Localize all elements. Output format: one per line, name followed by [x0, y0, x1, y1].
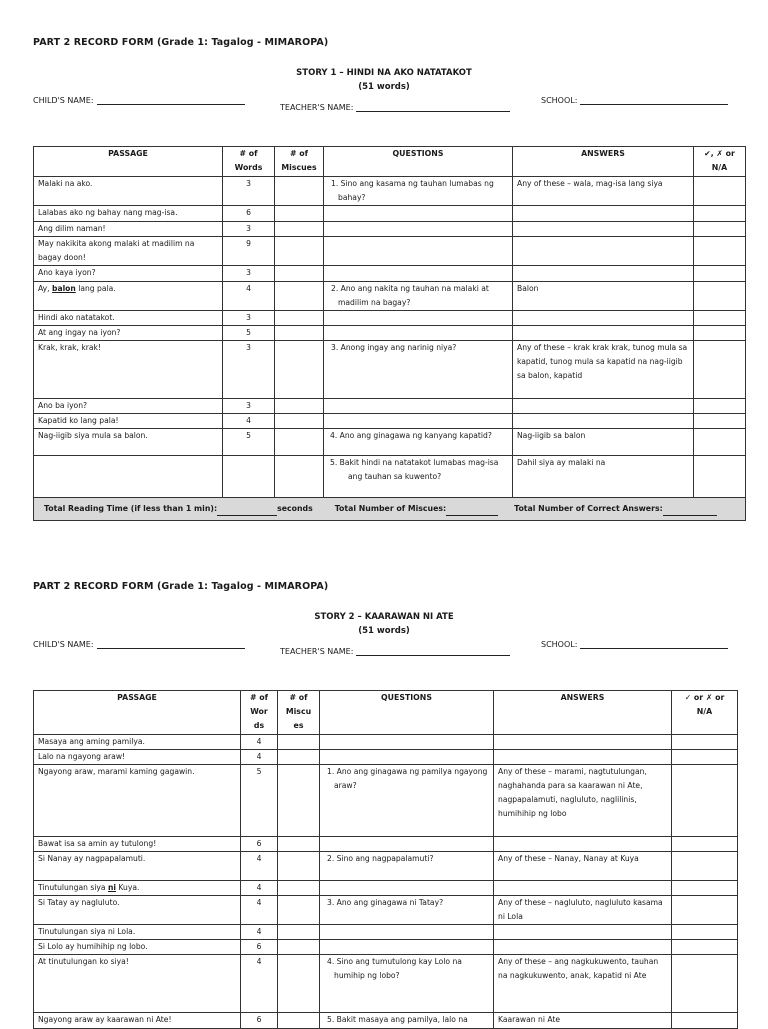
answer-cell: Any of these – nagluluto, nagluluto kasama ni Lola — [494, 896, 672, 925]
record-table-1 — [33, 146, 746, 521]
check-cell[interactable] — [694, 456, 746, 498]
header-check: ✔, ✗ or N/A — [694, 147, 746, 177]
miscues-cell[interactable] — [278, 955, 320, 1013]
answer-cell: Any of these – Nanay, Nanay at Kuya — [494, 852, 672, 881]
question-cell: 1. Sino ang kasama ng tauhan lumabas ng bahay? — [331, 179, 494, 202]
answer-cell — [494, 735, 672, 750]
header-passage: PASSAGE — [34, 147, 223, 177]
miscues-cell[interactable] — [275, 222, 324, 237]
table-row — [34, 266, 746, 282]
check-cell[interactable] — [694, 311, 746, 326]
question-cell — [324, 414, 513, 429]
table-row — [34, 750, 738, 765]
table-row — [34, 940, 738, 955]
check-cell[interactable] — [694, 326, 746, 341]
form-title-1: PART 2 RECORD FORM (Grade 1: Tagalog - MIMAROPA) — [33, 37, 329, 48]
check-cell[interactable] — [694, 429, 746, 456]
miscues-cell[interactable] — [278, 735, 320, 750]
teachers-name-line — [356, 647, 510, 656]
table-row — [34, 925, 738, 940]
teachers-name-line — [356, 103, 510, 112]
check-cell[interactable] — [694, 177, 746, 206]
words-cell: 3 — [223, 311, 275, 326]
passage-target-word: balon — [52, 284, 76, 293]
total-correct-input[interactable] — [663, 507, 717, 516]
passage-cell: Krak, krak, krak! — [34, 341, 223, 399]
miscues-cell[interactable] — [275, 429, 324, 456]
passage-cell: Hindi ako natatakot. — [34, 311, 223, 326]
question-cell — [320, 881, 494, 896]
story-title-1: STORY 1 – HINDI NA AKO NATATAKOT — [296, 68, 472, 78]
miscues-cell[interactable] — [275, 456, 324, 498]
question-cell: 4. Sino ang tumutulong kay Lolo na humihip ng lobo? — [327, 957, 462, 980]
passage-cell: Bawat isa sa amin ay tutulong! — [34, 837, 241, 852]
header-answers: ANSWERS — [494, 691, 672, 735]
check-cell[interactable] — [694, 414, 746, 429]
total-miscues-label: Total Number of Miscues: — [334, 504, 447, 513]
words-cell: 3 — [223, 341, 275, 399]
story-word-count-1: (51 words) — [358, 82, 410, 92]
question-cell — [324, 222, 513, 237]
answer-cell — [494, 881, 672, 896]
words-cell: 3 — [223, 399, 275, 414]
total-correct-label: Total Number of Correct Answers: — [514, 504, 663, 513]
teachers-name-field-1[interactable] — [280, 103, 510, 112]
check-cell[interactable] — [694, 206, 746, 222]
teachers-name-label: TEACHER'S NAME: — [280, 103, 354, 112]
passage-text: Tinutulungan siya — [38, 883, 108, 892]
words-cell: 4 — [241, 896, 278, 925]
miscues-cell[interactable] — [278, 881, 320, 896]
words-cell: 4 — [223, 414, 275, 429]
words-cell: 6 — [241, 837, 278, 852]
answer-cell: Any of these – krak krak krak, tunog mula sa kapatid, tunog mula sa kapatid na nag-iigib sa balon, kapatid — [513, 341, 694, 399]
passage-cell: Si Tatay ay nagluluto. — [34, 896, 241, 925]
school-line — [580, 96, 728, 105]
miscues-cell[interactable] — [275, 311, 324, 326]
words-cell: 6 — [241, 1013, 278, 1029]
table-row — [34, 765, 738, 837]
words-cell: 6 — [241, 940, 278, 955]
table-row — [34, 282, 746, 311]
question-cell — [324, 237, 513, 266]
words-cell: 5 — [241, 765, 278, 837]
childs-name-line — [97, 640, 245, 649]
miscues-cell[interactable] — [278, 765, 320, 837]
total-miscues-input[interactable] — [446, 507, 498, 516]
miscues-cell[interactable] — [275, 326, 324, 341]
school-field-1[interactable] — [541, 96, 728, 105]
question-cell — [324, 311, 513, 326]
answer-cell — [513, 222, 694, 237]
miscues-cell[interactable] — [275, 266, 324, 282]
words-cell: 4 — [241, 852, 278, 881]
check-cell[interactable] — [672, 955, 738, 1013]
answer-cell: Dahil siya ay malaki na — [513, 456, 694, 498]
passage-cell: Ano ba iyon? — [34, 399, 223, 414]
answer-cell — [513, 326, 694, 341]
childs-name-line — [97, 96, 245, 105]
question-cell: 5. Bakit hindi na natatakot lumabas mag-isa ang tauhan sa kuwento? — [330, 458, 499, 481]
school-label: SCHOOL: — [541, 96, 578, 105]
childs-name-field-2[interactable] — [33, 640, 245, 649]
question-cell — [324, 326, 513, 341]
passage-cell — [34, 881, 241, 896]
passage-text: Kuya. — [116, 883, 140, 892]
answer-cell: Any of these – marami, nagtutulungan, naghahanda para sa kaarawan ni Ate, nagpapalamuti, nagluluto, naglilinis, humihihip ng lobo — [494, 765, 672, 837]
miscues-cell[interactable] — [278, 940, 320, 955]
table-row — [34, 311, 746, 326]
childs-name-label: CHILD'S NAME: — [33, 96, 94, 105]
teachers-name-field-2[interactable] — [280, 647, 510, 656]
words-cell: 6 — [223, 206, 275, 222]
question-cell: 2. Sino ang nagpapalamuti? — [327, 854, 434, 863]
words-cell: 4 — [241, 955, 278, 1013]
words-cell: 3 — [223, 222, 275, 237]
table-row — [34, 177, 746, 206]
header-num-words: # of Wor ds — [241, 691, 278, 735]
header-answers: ANSWERS — [513, 147, 694, 177]
passage-cell: Kapatid ko lang pala! — [34, 414, 223, 429]
totals-cell — [34, 498, 746, 521]
passage-cell: Ngayong araw, marami kaming gagawin. — [34, 765, 241, 837]
miscues-cell[interactable] — [275, 414, 324, 429]
passage-target-word: ni — [108, 883, 117, 892]
words-cell: 9 — [223, 237, 275, 266]
table-row — [34, 735, 738, 750]
miscues-cell[interactable] — [275, 341, 324, 399]
miscues-cell[interactable] — [278, 896, 320, 925]
check-cell[interactable] — [694, 282, 746, 311]
table-row — [34, 237, 746, 266]
header-num-miscues: # of Miscu es — [278, 691, 320, 735]
question-cell — [320, 837, 494, 852]
story-title-2: STORY 2 – KAARAWAN NI ATE — [314, 612, 454, 622]
childs-name-field-1[interactable] — [33, 96, 245, 105]
school-field-2[interactable] — [541, 640, 728, 649]
passage-cell: Ang dilim naman! — [34, 222, 223, 237]
answer-cell — [513, 266, 694, 282]
table-row — [34, 222, 746, 237]
miscues-cell[interactable] — [278, 925, 320, 940]
header-num-words: # of Words — [223, 147, 275, 177]
table-row — [34, 429, 746, 456]
table-row — [34, 326, 746, 341]
answer-cell — [513, 237, 694, 266]
miscues-cell[interactable] — [275, 399, 324, 414]
question-cell — [320, 750, 494, 765]
words-cell: 4 — [241, 750, 278, 765]
story-word-count-2: (51 words) — [358, 626, 410, 636]
miscues-cell[interactable] — [278, 750, 320, 765]
check-cell[interactable] — [672, 1013, 738, 1029]
passage-cell: Masaya ang aming pamilya. — [34, 735, 241, 750]
totals-row — [34, 498, 746, 521]
table-header-row — [34, 147, 746, 177]
passage-cell: Si Nanay ay nagpapalamuti. — [34, 852, 241, 881]
question-cell — [320, 925, 494, 940]
passage-cell: Ngayong araw ay kaarawan ni Ate! — [34, 1013, 241, 1029]
miscues-cell[interactable] — [275, 237, 324, 266]
form-title-2: PART 2 RECORD FORM (Grade 1: Tagalog - MIMAROPA) — [33, 581, 329, 592]
header-passage: PASSAGE — [34, 691, 241, 735]
words-cell: 5 — [223, 429, 275, 456]
words-cell: 4 — [241, 735, 278, 750]
check-cell[interactable] — [694, 341, 746, 399]
table-row — [34, 896, 738, 925]
answer-cell — [513, 399, 694, 414]
passage-cell: At ang ingay na iyon? — [34, 326, 223, 341]
miscues-cell[interactable] — [278, 852, 320, 881]
passage-cell: Si Lolo ay humihihip ng lobo. — [34, 940, 241, 955]
check-cell[interactable] — [672, 852, 738, 881]
passage-cell: Tinutulungan siya ni Lola. — [34, 925, 241, 940]
total-reading-time-input[interactable] — [217, 507, 277, 516]
check-cell[interactable] — [672, 896, 738, 925]
passage-cell: May nakikita akong malaki at madilim na bagay doon! — [34, 237, 223, 266]
question-cell: 5. Bakit masaya ang pamilya, lalo na — [327, 1015, 468, 1024]
check-cell[interactable] — [672, 735, 738, 750]
passage-cell: Lalabas ako ng bahay nang mag-isa. — [34, 206, 223, 222]
check-cell[interactable] — [694, 266, 746, 282]
check-cell[interactable] — [672, 925, 738, 940]
passage-cell: Ano kaya iyon? — [34, 266, 223, 282]
table-row — [34, 1013, 738, 1029]
question-cell — [324, 399, 513, 414]
miscues-cell[interactable] — [275, 177, 324, 206]
miscues-cell[interactable] — [278, 1013, 320, 1029]
school-label: SCHOOL: — [541, 640, 578, 649]
question-cell: 2. Ano ang nakita ng tauhan na malaki at madilim na bagay? — [331, 284, 489, 307]
question-cell: 3. Ano ang ginagawa ni Tatay? — [327, 898, 444, 907]
table-row — [34, 955, 738, 1013]
table-row — [34, 399, 746, 414]
answer-cell: Any of these – ang nagkukuwento, tauhan na nagkukuwento, anak, kapatid ni Ate — [494, 955, 672, 1013]
answer-cell — [513, 206, 694, 222]
answer-cell: Kaarawan ni Ate — [494, 1013, 672, 1029]
question-cell: 4. Ano ang ginagawa ng kanyang kapatid? — [330, 431, 492, 440]
question-cell: 1. Ano ang ginagawa ng pamilya ngayong araw? — [327, 767, 488, 790]
passage-text: Ay, — [38, 284, 53, 293]
question-cell — [320, 735, 494, 750]
answer-cell: Nag-iigib sa balon — [513, 429, 694, 456]
table-row — [34, 456, 746, 498]
header-num-miscues: # of Miscues — [275, 147, 324, 177]
table-row — [34, 881, 738, 896]
words-cell: 4 — [223, 282, 275, 311]
header-check: ✓ or ✗ or N/A — [672, 691, 738, 735]
miscues-cell[interactable] — [275, 282, 324, 311]
passage-cell: Nag-iigib siya mula sa balon. — [34, 429, 223, 456]
check-cell[interactable] — [672, 750, 738, 765]
table-row — [34, 852, 738, 881]
words-cell — [223, 456, 275, 498]
words-cell: 5 — [223, 326, 275, 341]
check-cell[interactable] — [694, 399, 746, 414]
answer-cell — [494, 925, 672, 940]
passage-cell: At tinutulungan ko siya! — [34, 955, 241, 1013]
table-row — [34, 341, 746, 399]
header-questions: QUESTIONS — [324, 147, 513, 177]
childs-name-label: CHILD'S NAME: — [33, 640, 94, 649]
check-cell[interactable] — [694, 222, 746, 237]
answer-cell: Balon — [513, 282, 694, 311]
total-reading-time-label: Total Reading Time (if less than 1 min): — [44, 504, 218, 513]
words-cell: 3 — [223, 266, 275, 282]
seconds-label: seconds — [277, 504, 313, 513]
passage-cell — [34, 282, 223, 311]
teachers-name-label: TEACHER'S NAME: — [280, 647, 354, 656]
check-cell[interactable] — [672, 765, 738, 837]
check-cell[interactable] — [694, 237, 746, 266]
table-header-row — [34, 691, 738, 735]
question-cell — [320, 940, 494, 955]
passage-cell — [34, 456, 223, 498]
record-table-2 — [33, 690, 738, 1029]
check-cell[interactable] — [672, 881, 738, 896]
answer-cell — [513, 414, 694, 429]
passage-cell: Lalo na ngayong araw! — [34, 750, 241, 765]
passage-text: lang pala. — [75, 284, 116, 293]
question-cell — [324, 266, 513, 282]
words-cell: 4 — [241, 925, 278, 940]
words-cell: 4 — [241, 881, 278, 896]
header-questions: QUESTIONS — [320, 691, 494, 735]
check-cell[interactable] — [672, 837, 738, 852]
table-row — [34, 837, 738, 852]
miscues-cell[interactable] — [275, 206, 324, 222]
answer-cell: Any of these – wala, mag-isa lang siya — [513, 177, 694, 206]
check-cell[interactable] — [672, 940, 738, 955]
answer-cell — [494, 750, 672, 765]
passage-cell: Malaki na ako. — [34, 177, 223, 206]
answer-cell — [513, 311, 694, 326]
question-cell — [324, 206, 513, 222]
table-row — [34, 414, 746, 429]
miscues-cell[interactable] — [278, 837, 320, 852]
table-row — [34, 206, 746, 222]
answer-cell — [494, 837, 672, 852]
school-line — [580, 640, 728, 649]
answer-cell — [494, 940, 672, 955]
words-cell: 3 — [223, 177, 275, 206]
question-cell: 3. Anong ingay ang narinig niya? — [331, 343, 457, 352]
